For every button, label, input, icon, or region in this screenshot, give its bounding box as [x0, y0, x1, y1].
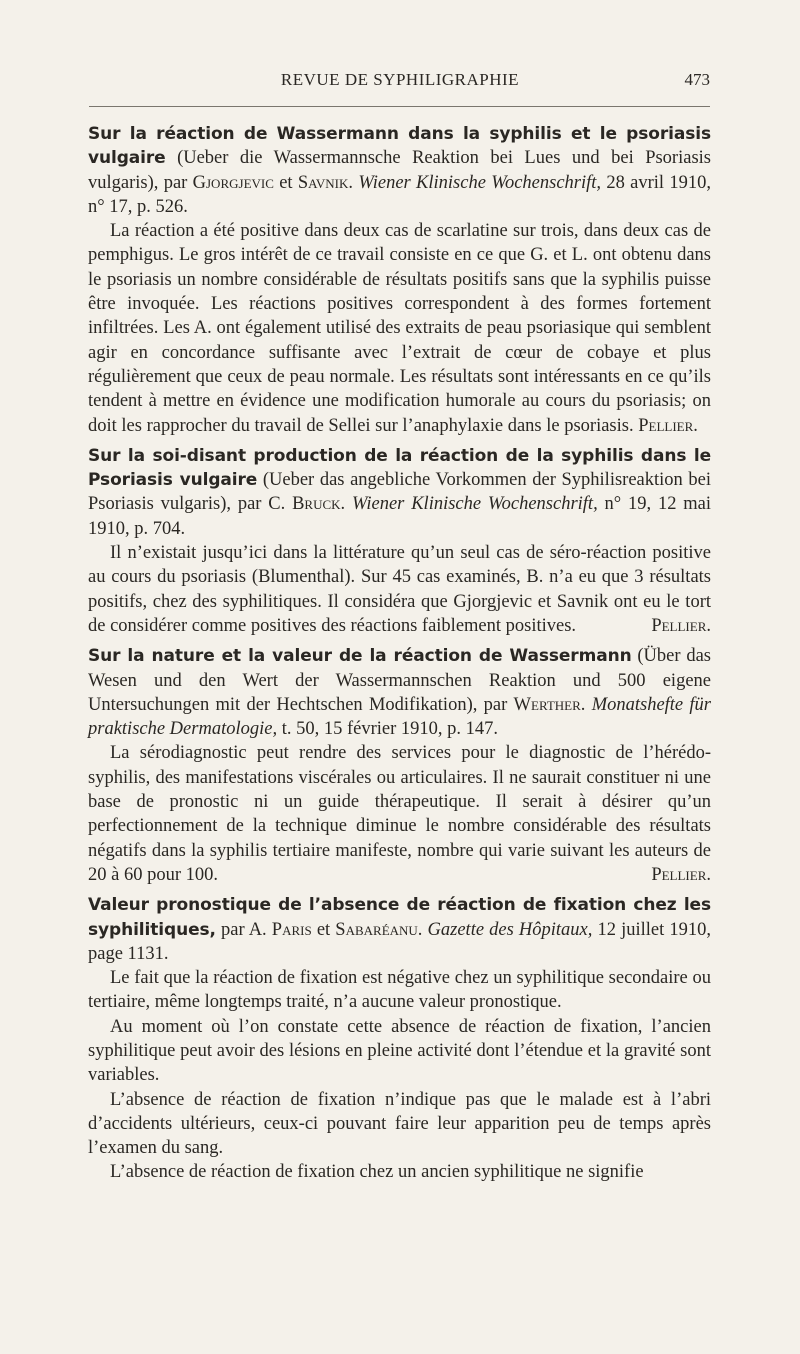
author-name: Savnik [297, 172, 349, 193]
citation: 12 juillet 1910, page 1131. [88, 919, 711, 964]
author-name: Gjorgjevic [192, 172, 274, 193]
running-head [90, 70, 710, 98]
author-name: Paris [271, 919, 312, 940]
page-number: 473 [684, 70, 710, 89]
reviewer-signature: Pellier. [651, 864, 711, 885]
article-paragraph: La réaction a été positive dans deux cas de scarlatine sur trois, dans deux cas de pemphigus. Le gros intérêt de ce travail consiste en ce que G. et L. ont obtenu dans le psoriasis un nombre considérable de résultats positifs sans que la syphilis puisse être invoquée. Les réactions positives correspondent à des formes fortement infiltrées. Les A. ont également utilisé des extraits de peau psoriasique qui semblent agir en concordance suffisante avec l’extrait de cœur de cobaye et plus régulièrement que ceux de peau normale. Les résultats sont intéressants en ce qu’ils tendent à mettre en évidence une modification humorale au cours du psoriasis; on doit les rapprocher du travail de Sellei sur l’anaphylaxie dans le psoriasis. Pellier. [88, 221, 711, 436]
reviewer-signature: Pellier. [638, 415, 698, 436]
author-name: Sabaréanu [335, 919, 418, 940]
author-name: Bruck [292, 494, 341, 515]
article-wassermann-psoriasis [88, 122, 711, 438]
article-title: Sur la réaction de Wassermann dans la syphilis et le psoriasis vulgaire [88, 124, 711, 169]
author-name: Werther [513, 694, 581, 715]
article-paragraph: Au moment où l’on constate cette absence de réaction de fixation, l’ancien syphilitique peut avoir des lésions en pleine activité dont l’étendue et la gravité sont variables. [88, 1016, 711, 1086]
article-heading: Sur la soi-disant production de la réaction de la syphilis dans le Psoriasis vulgaire (Ueber das angebliche Vorkommen der Syphilisreaktion bei Psoriasis vulgaris), par C. Bruck. Wiener Klinische Wochenschrift, n° 19, 12 mai 1910, p. 704. [88, 445, 712, 539]
article-paragraph: Le fait que la réaction de fixation est négative chez un syphilitique secondaire ou tertiaire, même longtemps traité, n’a aucune valeur pronostique. [88, 968, 711, 1013]
article-paragraph: Il n’existait jusqu’ici dans la littérature qu’un seul cas de séro-réaction positive au cours du psoriasis (Blumenthal). Sur 45 cas examinés, B. n’a eu que 3 résultats positifs, chez des syphilitiques. Il considéra que Gjorgjevic et Savnik ont eu le tort de considérer comme positives des réactions faiblement positives. Pellier. [88, 541, 711, 638]
article-paragraph: La sérodiagnostic peut rendre des services pour le diagnostic de l’hérédo-syphilis, des manifestations viscérales ou articulaires. Il ne saurait constituer ni une base de pronostic ni un guide thérapeutique. Il serait à désirer qu’un perfectionnement de la technique diminue le nombre considérable des résultats négatifs dans la syphilis tertiaire manifeste, nombre qui varie suivant les auteurs de 20 à 60 pour 100. Pellier. [88, 741, 711, 887]
page-body [88, 122, 711, 1191]
reviewer-signature: Pellier. [651, 615, 711, 636]
article-heading: Valeur pronostique de l’absence de réaction de fixation chez les syphilitiques, par A. Paris et Sabaréanu. Gazette des Hôpitaux, 12 juillet 1910, page 1131. [88, 895, 711, 964]
citation: 28 avril 1910, n° 17, p. 526. [88, 172, 711, 217]
article-paragraph: L’absence de réaction de fixation n’indique pas que le malade est à l’abri d’accidents ultérieurs, ceux-ci pouvant faire leur apparition peu de temps après l’examen du sang. [88, 1089, 711, 1159]
original-title: (Über das Wesen und den Wert der Wassermannschen Reaktion und 500 eigene Untersuchungen mit der Hechtschen Modifikation), par [88, 646, 711, 715]
article-title: Sur la nature et la valeur de la réaction de Wassermann [88, 646, 632, 667]
original-title: par A. [215, 919, 272, 940]
journal-name: Wiener Klinische Wochenschrift, [358, 172, 602, 193]
journal-name: Monatshefte für praktische Dermatologie, [88, 694, 712, 740]
running-title: REVUE DE SYPHILIGRAPHIE [280, 70, 520, 89]
article-paragraph: L’absence de réaction de fixation chez un ancien syphilitique ne signifie [110, 1162, 644, 1183]
article-nature-valeur [88, 644, 711, 887]
original-title: (Ueber das angebliche Vorkommen der Syphilisreaktion bei Psoriasis vulgaris), par C. [88, 470, 711, 515]
journal-name: Wiener Klinische Wochenschrift, [351, 494, 598, 515]
header-rule [89, 106, 710, 107]
article-soi-disant-production [88, 444, 711, 638]
original-title: (Ueber die Wassermannsche Reaktion bei Lues und bei Psoriasis vulgaris), par [88, 148, 711, 193]
article-heading: Sur la nature et la valeur de la réaction de Wassermann (Über das Wesen und den Wert der Wassermannschen Reaktion und 500 eigene Untersuchungen mit der Hechtschen Modifikation), par Werther. Monatshefte für praktische Dermatologie, t. 50, 15 février 1910, p. 147. [88, 646, 712, 740]
citation: n° 19, 12 mai 1910, p. 704. [88, 494, 712, 539]
journal-name: Gazette des Hôpitaux, [427, 919, 593, 940]
article-title: Valeur pronostique de l’absence de réaction de fixation chez les syphilitiques, [88, 895, 711, 940]
citation: t. 50, 15 février 1910, p. 147. [277, 719, 499, 740]
article-title: Sur la soi-disant production de la réaction de la syphilis dans le Psoriasis vulgaire [88, 445, 711, 491]
article-valeur-pronostique [88, 893, 711, 1185]
article-heading: Sur la réaction de Wassermann dans la syphilis et le psoriasis vulgaire (Ueber die Wassermannsche Reaktion bei Lues und bei Psoriasis vulgaris), par Gjorgjevic et Savnik. Wiener Klinische Wochenschrift, 28 avril 1910, n° 17, p. 526. [88, 124, 711, 217]
